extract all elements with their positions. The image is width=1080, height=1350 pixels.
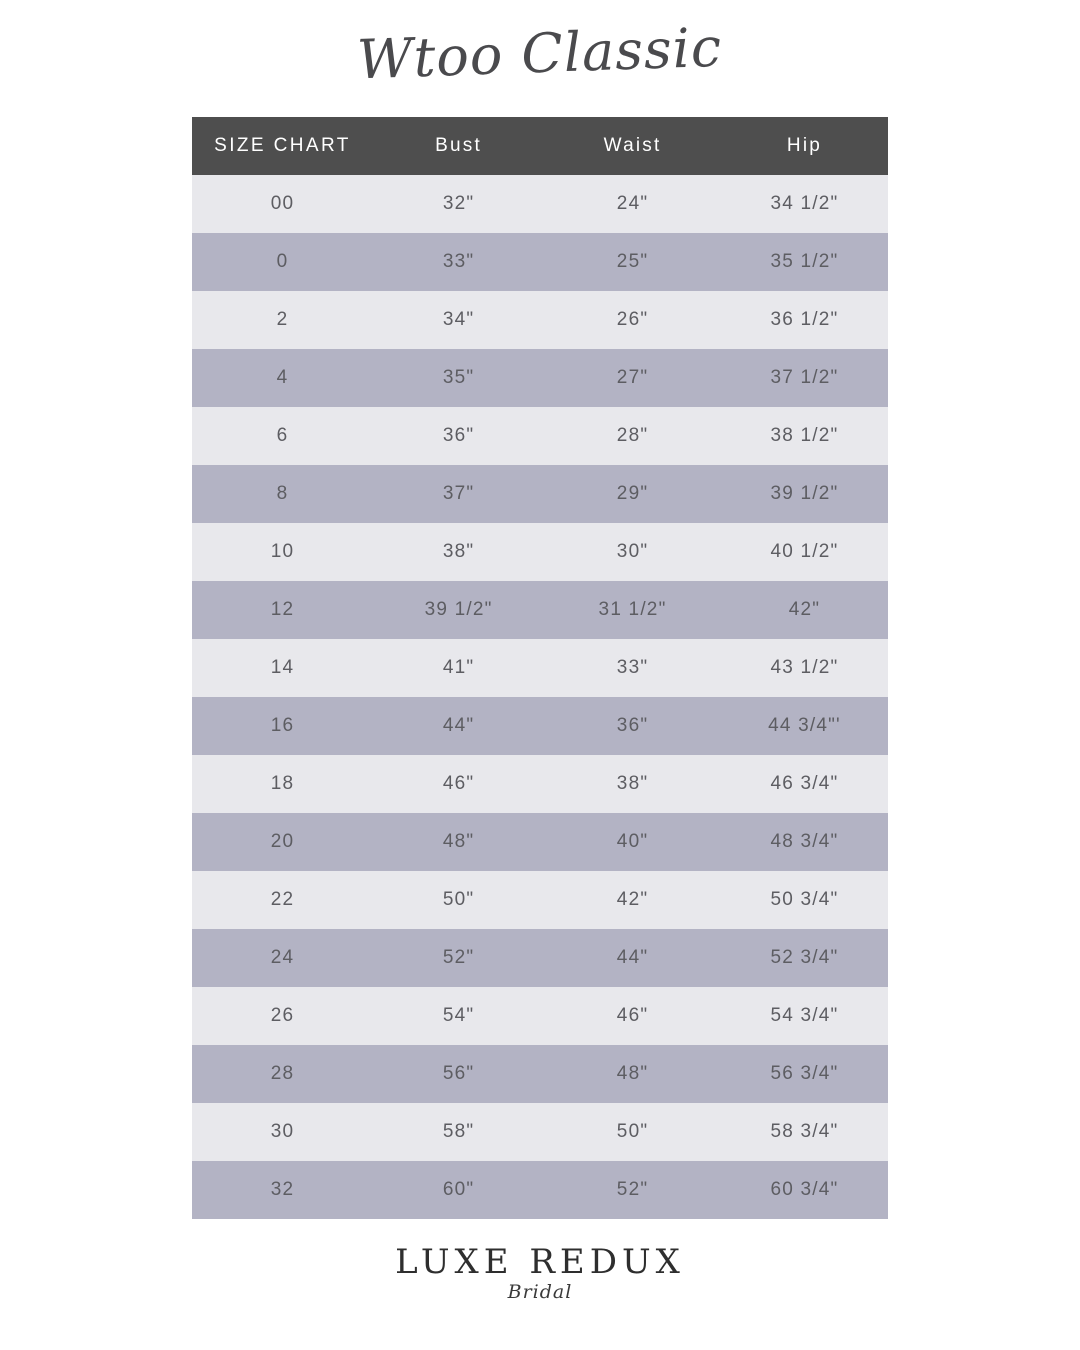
table-row [192,697,888,755]
cell-size: 32 [192,1161,373,1219]
cell-waist: 31 1/2" [544,581,721,639]
cell-bust: 60" [373,1161,544,1219]
cell-size: 20 [192,813,373,871]
cell-bust: 44" [373,697,544,755]
table-body [192,175,888,1219]
cell-hip: 46 3/4" [721,755,888,813]
cell-bust: 58" [373,1103,544,1161]
cell-hip: 39 1/2" [721,465,888,523]
table-row [192,465,888,523]
cell-hip: 44 3/4"' [721,697,888,755]
cell-bust: 54" [373,987,544,1045]
cell-hip: 60 3/4" [721,1161,888,1219]
size-chart-container [192,117,888,1219]
cell-size: 24 [192,929,373,987]
cell-size: 10 [192,523,373,581]
cell-size: 30 [192,1103,373,1161]
cell-bust: 38" [373,523,544,581]
table-row [192,987,888,1045]
page-title: Wtoo Classic [356,15,724,92]
cell-bust: 48" [373,813,544,871]
cell-waist: 36" [544,697,721,755]
cell-hip: 50 3/4" [721,871,888,929]
cell-waist: 29" [544,465,721,523]
table-row [192,639,888,697]
cell-waist: 25" [544,233,721,291]
table-header [192,117,888,175]
cell-hip: 48 3/4" [721,813,888,871]
cell-size: 28 [192,1045,373,1103]
cell-waist: 24" [544,175,721,233]
cell-size: 12 [192,581,373,639]
table-row [192,581,888,639]
cell-waist: 28" [544,407,721,465]
cell-hip: 42" [721,581,888,639]
cell-bust: 56" [373,1045,544,1103]
cell-hip: 38 1/2" [721,407,888,465]
cell-hip: 34 1/2" [721,175,888,233]
table-row [192,291,888,349]
table-row [192,755,888,813]
table-row [192,1103,888,1161]
cell-size: 8 [192,465,373,523]
cell-hip: 36 1/2" [721,291,888,349]
cell-hip: 35 1/2" [721,233,888,291]
table-row [192,1045,888,1103]
cell-waist: 33" [544,639,721,697]
table-row [192,233,888,291]
table-row [192,175,888,233]
cell-size: 0 [192,233,373,291]
column-header-hip: Hip [721,117,888,175]
cell-bust: 32" [373,175,544,233]
table-row [192,1161,888,1219]
cell-size: 22 [192,871,373,929]
cell-bust: 34" [373,291,544,349]
cell-waist: 50" [544,1103,721,1161]
cell-hip: 43 1/2" [721,639,888,697]
table-row [192,523,888,581]
size-chart-table [192,117,888,1219]
cell-hip: 54 3/4" [721,987,888,1045]
cell-bust: 35" [373,349,544,407]
cell-bust: 41" [373,639,544,697]
cell-waist: 46" [544,987,721,1045]
cell-waist: 44" [544,929,721,987]
cell-hip: 56 3/4" [721,1045,888,1103]
cell-hip: 52 3/4" [721,929,888,987]
column-header-bust: Bust [373,117,544,175]
table-row [192,407,888,465]
table-header-row [192,117,888,175]
cell-size: 14 [192,639,373,697]
cell-waist: 52" [544,1161,721,1219]
cell-size: 18 [192,755,373,813]
cell-waist: 26" [544,291,721,349]
cell-hip: 40 1/2" [721,523,888,581]
table-row [192,349,888,407]
cell-waist: 38" [544,755,721,813]
cell-waist: 48" [544,1045,721,1103]
cell-size: 26 [192,987,373,1045]
table-row [192,929,888,987]
cell-bust: 46" [373,755,544,813]
cell-bust: 39 1/2" [373,581,544,639]
cell-hip: 37 1/2" [721,349,888,407]
cell-size: 16 [192,697,373,755]
footer-logo [395,1242,685,1303]
table-row [192,871,888,929]
cell-bust: 52" [373,929,544,987]
cell-waist: 30" [544,523,721,581]
cell-size: 00 [192,175,373,233]
cell-size: 6 [192,407,373,465]
cell-waist: 42" [544,871,721,929]
cell-hip: 58 3/4" [721,1103,888,1161]
cell-size: 2 [192,291,373,349]
table-row [192,813,888,871]
cell-size: 4 [192,349,373,407]
cell-bust: 37" [373,465,544,523]
footer-logo-sub: Bridal [507,1281,573,1303]
cell-waist: 40" [544,813,721,871]
footer-logo-main: LUXE REDUX [395,1242,685,1282]
cell-bust: 36" [373,407,544,465]
cell-waist: 27" [544,349,721,407]
column-header-size: SIZE CHART [192,117,373,175]
cell-bust: 33" [373,233,544,291]
column-header-waist: Waist [544,117,721,175]
cell-bust: 50" [373,871,544,929]
